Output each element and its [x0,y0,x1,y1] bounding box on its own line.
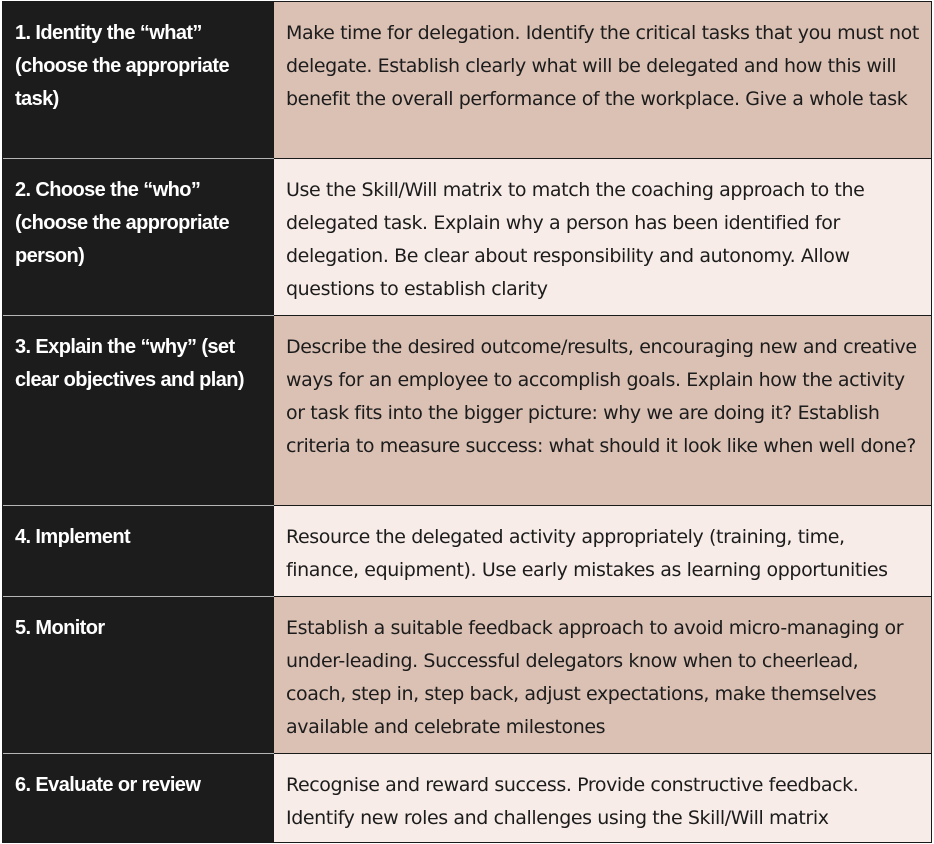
step-label: 4. Implement [3,506,274,596]
step-description: Make time for delegation. Identify the critical tasks that you must not delegate. Establish clearly what will be delegated and how this will benefit the overall performance of the workplace. Give a whole task [274,2,931,158]
step-label: 3. Explain the “why” (set clear objectives and plan) [3,316,274,505]
table-row [3,2,931,158]
delegation-steps-table [2,1,932,843]
step-label: 5. Monitor [3,597,274,753]
table-row [3,159,931,315]
step-label: 1. Identity the “what” (choose the appropriate task) [3,2,274,158]
table-row [3,316,931,505]
step-description: Recognise and reward success. Provide constructive feedback. Identify new roles and challenges using the Skill/Will matrix [274,754,931,842]
step-label: 2. Choose the “who” (choose the appropriate person) [3,159,274,315]
step-description: Use the Skill/Will matrix to match the coaching approach to the delegated task. Explain why a person has been identified for delegation. Be clear about responsibility and autonomy. Allow questions to establish clarity [274,159,931,315]
step-description: Describe the desired outcome/results, encouraging new and creative ways for an employee to accomplish goals. Explain how the activity or task fits into the bigger picture: why we are doing it? Establish criteria to measure success: what should it look like when well done? [274,316,931,505]
table-row [3,597,931,753]
step-description: Establish a suitable feedback approach to avoid micro-managing or under-leading. Successful delegators know when to cheerlead, coach, step in, step back, adjust expectations, make themselves available and celebrate milestones [274,597,931,753]
table-row [3,506,931,596]
table-row [3,754,931,842]
step-description: Resource the delegated activity appropriately (training, time, finance, equipment). Use early mistakes as learning opportunities [274,506,931,596]
step-label: 6. Evaluate or review [3,754,274,842]
